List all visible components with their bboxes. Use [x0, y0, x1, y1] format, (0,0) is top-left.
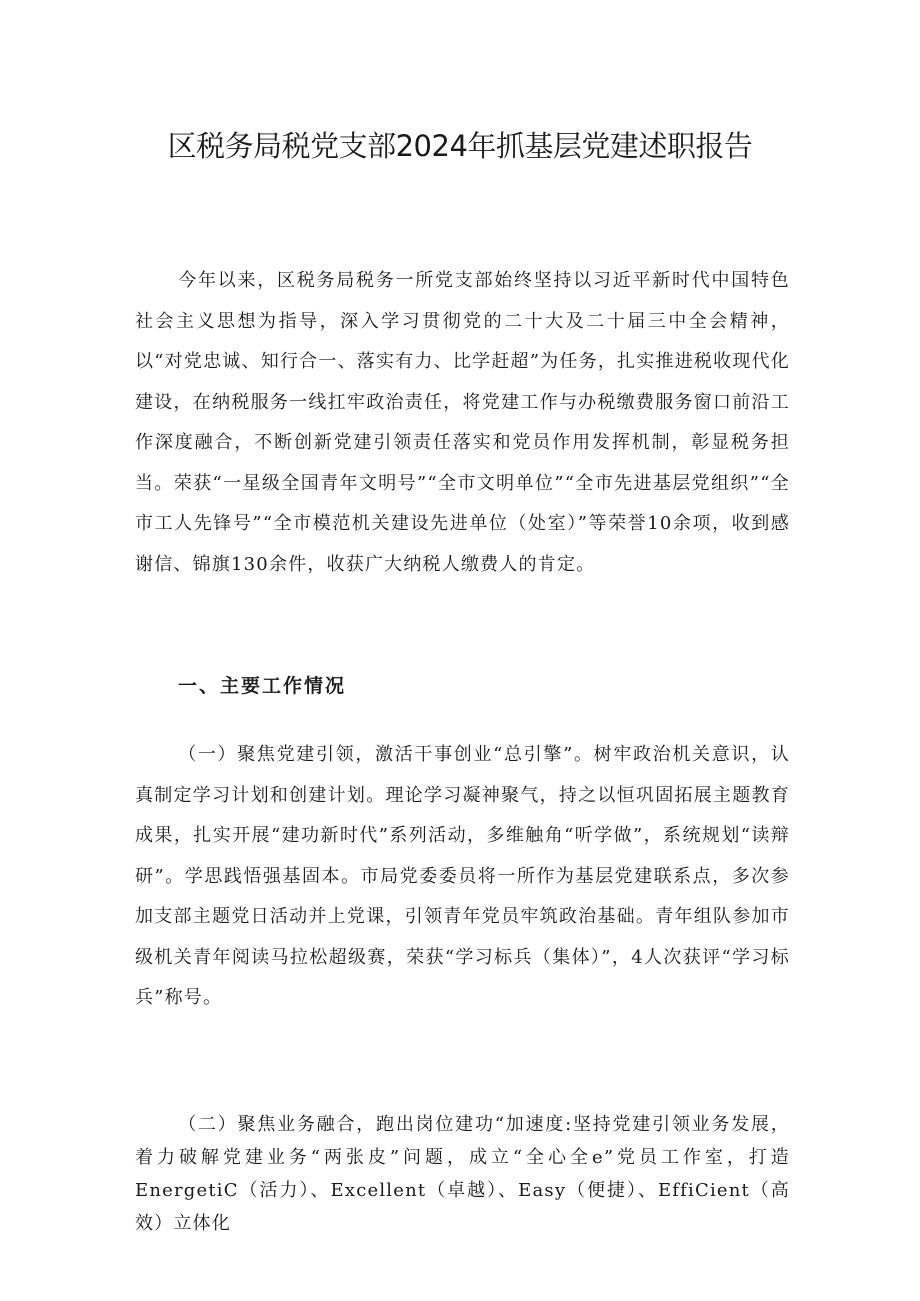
- section1-paragraph-2: （二）聚焦业务融合，跑出岗位建功“加速度:坚持党建引领业务发展，着力破解党建业务“两张皮”问题，成立“全心全e”党员工作室，打造EnergetiC（活力）、Excellent（卓越）、Easy（便捷）、EffiCient（高效）立体化: [135, 1114, 790, 1234]
- section1-paragraph-1: （一）聚焦党建引领，激活干事创业“总引擎”。树牢政治机关意识，认真制定学习计划和创建计划。理论学习凝神聚气，持之以恒巩固拓展主题教育成果，扎实开展“建功新时代”系列活动，多维触角“听学做”，系统规划“读辩研”。学思践悟强基固本。市局党委委员将一所作为基层党建联系点，多次参加支部主题党日活动并上党课，引领青年党员牢筑政治基础。青年组队参加市级机关青年阅读马拉松超级赛，荣获“学习标兵（集体）”，4人次获评“学习标兵”称号。: [135, 744, 790, 1008]
- document-title: 区税务局税党支部2024年抓基层党建述职报告: [167, 129, 753, 163]
- section-heading-main-work: 一、主要工作情况: [178, 675, 347, 697]
- intro-paragraph: 今年以来，区税务局税务一所党支部始终坚持以习近平新时代中国特色社会主义思想为指导，深入学习贯彻党的二十大及二十届三中全会精神，以“对党忠诚、知行合一、落实有力、比学赶超”为任务，扎实推进税收现代化建设，在纳税服务一线扛牢政治责任，将党建工作与办税缴费服务窗口前沿工作深度融合，不断创新党建引领责任落实和党员作用发挥机制，彰显税务担当。荣获“一星级全国青年文明号”“全市文明单位”“全市先进基层党组织”“全市工人先锋号”“全市模范机关建设先进单位（处室）”等荣誉10余项，收到感谢信、锦旗130余件，收获广大纳税人缴费人的肯定。: [135, 270, 790, 575]
